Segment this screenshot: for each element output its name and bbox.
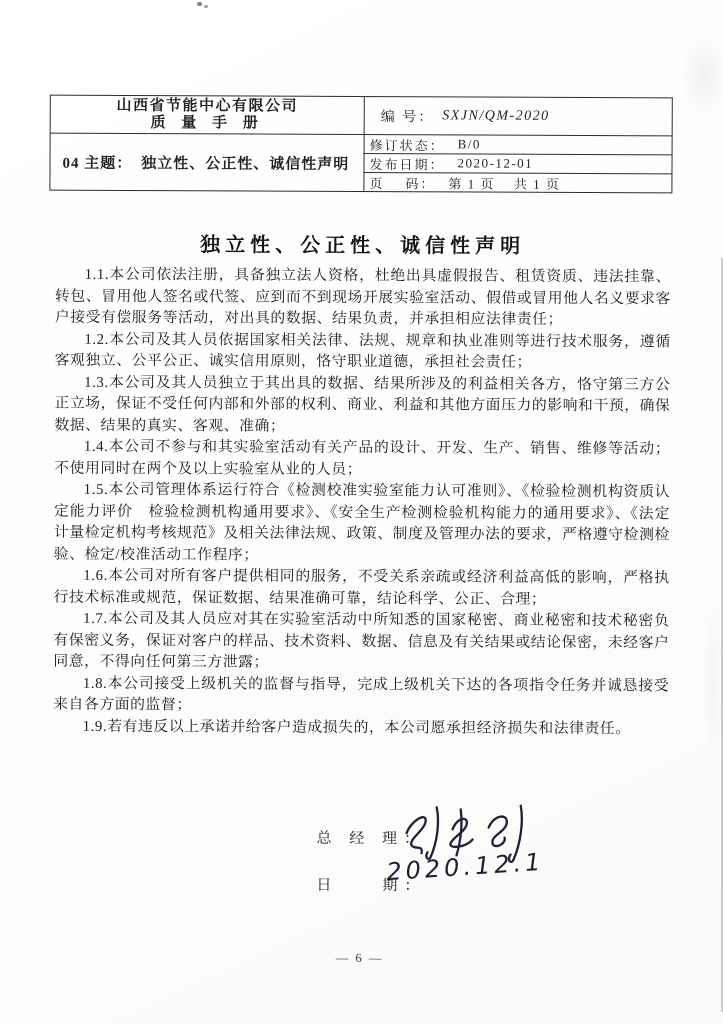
general-manager-label: 总 经 理： xyxy=(316,830,427,848)
scan-speck-artifact xyxy=(197,2,202,6)
footer-page-number: — 6 — xyxy=(335,950,384,966)
document-title: 独立性、公正性、诚信性声明 xyxy=(200,234,526,258)
declaration-paragraph: 1.4.本公司不参与和其实验室活动有关产品的设计、开发、生产、销售、维修等活动；不使用同时在两个及以上实验室从业的人员； xyxy=(54,438,671,478)
revision-value: B/0 xyxy=(457,136,481,152)
page-code-label: 页 码： xyxy=(369,175,436,191)
declaration-paragraph: 1.7.本公司及其人员应对其在实验室活动中所知悉的国家秘密、商业秘密和技术秘密负有保密义务，保证对客户的样品、技术资料、数据、信息及有关结果或结论保密，未经客户同意，不得向任何第三方泄露； xyxy=(53,610,670,671)
revision-label: 修订状态： xyxy=(369,137,445,153)
declaration-paragraph: 1.2.本公司及其人员依据国家相关法律、法规、规章和执业准则等进行技术服务，遵循客观独立、公平公正、诚实信用原则，恪守职业道德，承担社会责任； xyxy=(54,331,671,371)
declaration-paragraph: 1.9.若有违反以上承诺并给客户造成损失的，本公司愿承担经济损失和法律责任。 xyxy=(82,718,631,737)
declaration-paragraph: 1.5.本公司管理体系运行符合《检测校准实验室能力认可准则》、《检验检测机构资质认定能力评价 检验检测机构通用要求》、《安全生产检测检验机构能力的通用要求》、《法定计量检定机构考核规范》及相关法律法规、政策、制度及管理办法的要求，严格遵守检测检验、检定/校准活动工作程序； xyxy=(53,481,671,564)
doc-number-value: SXJN/QM-2020 xyxy=(442,107,550,124)
company-cell xyxy=(51,96,364,134)
page-code-cell xyxy=(363,172,671,192)
topic-value: 独立性、公正性、诚信性声明 xyxy=(141,155,350,173)
declaration-paragraph: 1.1.本公司依法注册，具备独立法人资格，杜绝出具虚假报告、租赁资质、违法挂靠、转包、冒用他人签名或代签、应到而不到现场开展实验室活动、假借或冒用他人名义要求客户接受有偿服务等活动，对出具的数据、结果负责，并承担相应法律责任； xyxy=(54,266,672,328)
revision-cell xyxy=(364,134,672,154)
manual-name: 质 量 手 册 xyxy=(150,114,264,132)
issue-date-cell xyxy=(363,153,671,173)
doc-number-cell xyxy=(364,97,672,135)
page-code-value: 第 1 页 共 1 页 xyxy=(448,175,561,192)
topic-label: 04 主题： xyxy=(62,155,133,172)
date-label: 日 期： xyxy=(316,877,427,895)
header-table xyxy=(49,95,672,194)
declaration-paragraph: 1.3.本公司及其人员独立于其出具的数据、结果所涉及的利益相关各方，恪守第三方公正立场，保证不受任何内部和外部的权利、商业、利益和其他方面压力的影响和干预，确保数据、结果的真实、客观、准确； xyxy=(54,374,671,435)
topic-cell xyxy=(50,133,363,191)
scan-speck-artifact xyxy=(204,5,208,8)
declaration-body xyxy=(53,265,671,741)
handwritten-date: 2020.12.1 xyxy=(385,847,546,887)
declaration-paragraph: 1.6.本公司对所有客户提供相同的服务，不受关系亲疏或经济利益高低的影响，严格执行技术标准或规范，保证数据、结果准确可靠，结论科学、公正、合理； xyxy=(53,567,670,608)
company-name: 山西省节能中心有限公司 xyxy=(116,97,299,115)
doc-number-label: 编 号： xyxy=(380,109,435,125)
issue-date-label: 发布日期： xyxy=(369,156,445,172)
declaration-paragraph: 1.8.本公司接受上级机关的监督与指导，完成上级机关下达的各项指令任务并诚恳接受来自各方面的监督； xyxy=(53,675,670,714)
issue-date-value: 2020-12-01 xyxy=(457,155,534,171)
